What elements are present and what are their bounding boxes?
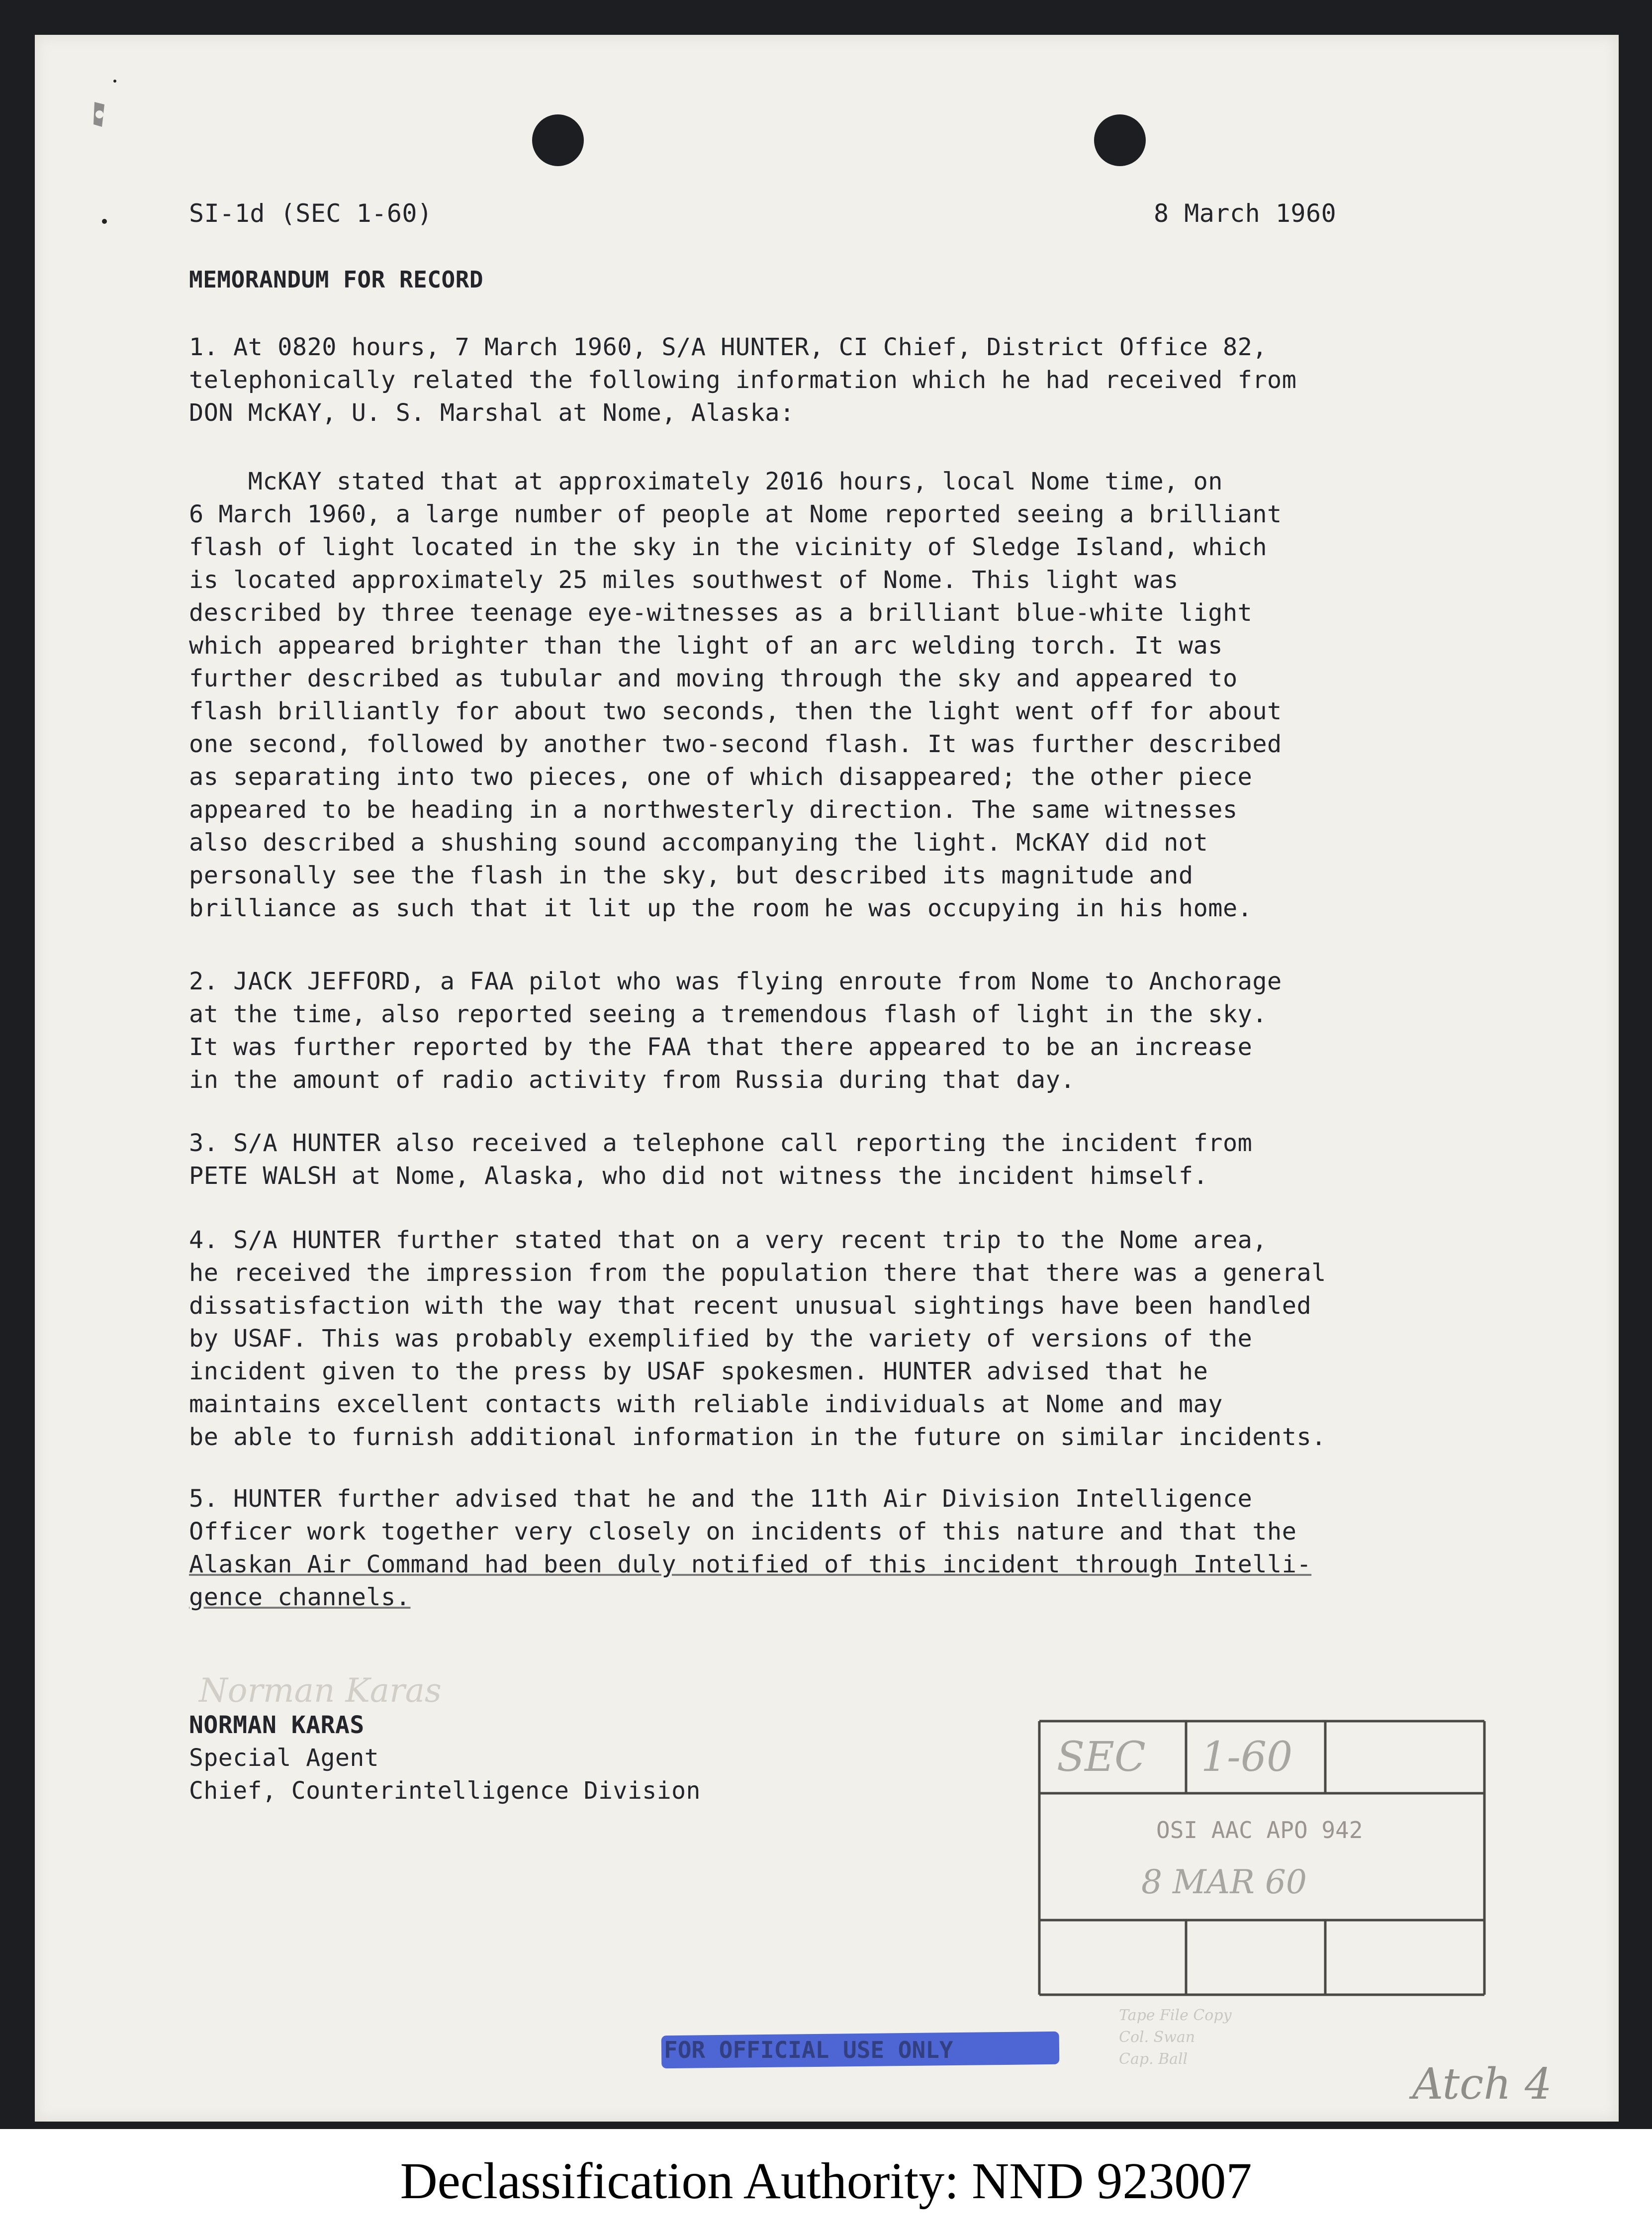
text-line: also described a shushing sound accompanying the light. McKAY did not xyxy=(189,829,1208,857)
routing-note-line: Col. Swan xyxy=(1119,2029,1195,2046)
text-line: gence channels. xyxy=(189,1583,411,1611)
paragraph-2 xyxy=(189,965,1282,1096)
text-line: be able to furnish additional information in the future on similar incidents. xyxy=(189,1423,1326,1451)
stamp-field-2: 1-60 xyxy=(1201,1734,1293,1781)
text-line: Alaskan Air Command had been duly notified of this incident through Intelli- xyxy=(189,1551,1312,1578)
text-line: described by three teenage eye-witnesses as a brilliant blue-white light xyxy=(189,599,1253,627)
text-line: one second, followed by another two-second flash. It was further described xyxy=(189,730,1282,758)
text-line: which appeared brighter than the light of an arc welding torch. It was xyxy=(189,632,1223,660)
text-line: Officer work together very closely on incidents of this nature and that the xyxy=(189,1518,1297,1546)
classification-marking: FOR OFFICIAL USE ONLY xyxy=(664,2037,953,2063)
signer-position: Chief, Counterintelligence Division xyxy=(189,1777,701,1805)
text-line: 2. JACK JEFFORD, a FAA pilot who was flying enroute from Nome to Anchorage xyxy=(189,968,1282,995)
text-line: brilliance as such that it lit up the room he was occupying in his home. xyxy=(189,894,1253,922)
handwritten-signature: Norman Karas xyxy=(199,1671,442,1710)
text-line: at the time, also reported seeing a tremendous flash of light in the sky. xyxy=(189,1000,1268,1028)
text-line: dissatisfaction with the way that recent unusual sightings have been handled xyxy=(189,1292,1312,1320)
memo-date: 8 March 1960 xyxy=(1154,199,1337,228)
text-line: by USAF. This was probably exemplified by the variety of versions of the xyxy=(189,1325,1253,1353)
punch-hole-left xyxy=(532,114,584,166)
text-line: personally see the flash in the sky, but described its magnitude and xyxy=(189,862,1193,889)
routing-note-line: Tape File Copy xyxy=(1119,2007,1232,2024)
text-line: in the amount of radio activity from Russia during that day. xyxy=(189,1066,1075,1094)
text-line: PETE WALSH at Nome, Alaska, who did not witness the incident himself. xyxy=(189,1162,1208,1190)
text-line: flash brilliantly for about two seconds, then the light went off for about xyxy=(189,697,1282,725)
attachment-note: Atch 4 xyxy=(1412,2059,1552,2109)
text-line: McKAY stated that at approximately 2016 hours, local Nome time, on xyxy=(189,468,1223,495)
staple-mark-icon xyxy=(90,99,109,129)
punch-hole-right xyxy=(1094,114,1146,166)
margin-dot xyxy=(113,80,116,83)
memo-title: MEMORANDUM FOR RECORD xyxy=(189,266,484,293)
margin-dot xyxy=(102,219,107,224)
paragraph-5 xyxy=(189,1482,1311,1614)
text-line: incident given to the press by USAF spokesmen. HUNTER advised that he xyxy=(189,1358,1208,1385)
text-line: 4. S/A HUNTER further stated that on a very recent trip to the Nome area, xyxy=(189,1226,1268,1254)
text-line: 6 March 1960, a large number of people at Nome reported seeing a brilliant xyxy=(189,500,1282,528)
text-line: 1. At 0820 hours, 7 March 1960, S/A HUNTER, CI Chief, District Office 82, xyxy=(189,333,1268,361)
stamp-office: OSI AAC APO 942 xyxy=(1156,1817,1363,1843)
signer-rank: Special Agent xyxy=(189,1744,379,1772)
text-line: maintains excellent contacts with reliable individuals at Nome and may xyxy=(189,1390,1223,1418)
file-reference: SI-1d (SEC 1-60) xyxy=(189,199,433,228)
paragraph-3 xyxy=(189,1127,1252,1192)
stamp-date: 8 MAR 60 xyxy=(1141,1863,1307,1901)
text-line: further described as tubular and moving through the sky and appeared to xyxy=(189,665,1238,692)
text-line: telephonically related the following information which he had received from xyxy=(189,366,1297,394)
signer-name: NORMAN KARAS xyxy=(189,1711,365,1739)
text-line: is located approximately 25 miles southwest of Nome. This light was xyxy=(189,566,1179,594)
text-line: he received the impression from the population there that there was a general xyxy=(189,1259,1326,1287)
routing-note-line: Cap. Ball xyxy=(1119,2050,1188,2068)
text-line: It was further reported by the FAA that there appeared to be an increase xyxy=(189,1033,1253,1061)
paragraph-mckay-statement xyxy=(189,465,1282,925)
paragraph-4 xyxy=(189,1224,1326,1454)
text-line: as separating into two pieces, one of which disappeared; the other piece xyxy=(189,763,1253,791)
stamp-field-1: SEC xyxy=(1057,1734,1146,1781)
declassification-footer: Declassification Authority: NND 923007 xyxy=(400,2152,1252,2210)
text-line: 5. HUNTER further advised that he and the 11th Air Division Intelligence xyxy=(189,1485,1253,1513)
paragraph-1 xyxy=(189,331,1296,429)
text-line: appeared to be heading in a northwesterly direction. The same witnesses xyxy=(189,796,1238,824)
text-line: 3. S/A HUNTER also received a telephone call reporting the incident from xyxy=(189,1129,1253,1157)
text-line: flash of light located in the sky in the vicinity of Sledge Island, which xyxy=(189,533,1268,561)
text-line: DON McKAY, U. S. Marshal at Nome, Alaska: xyxy=(189,399,795,427)
document-page xyxy=(35,35,1619,2122)
